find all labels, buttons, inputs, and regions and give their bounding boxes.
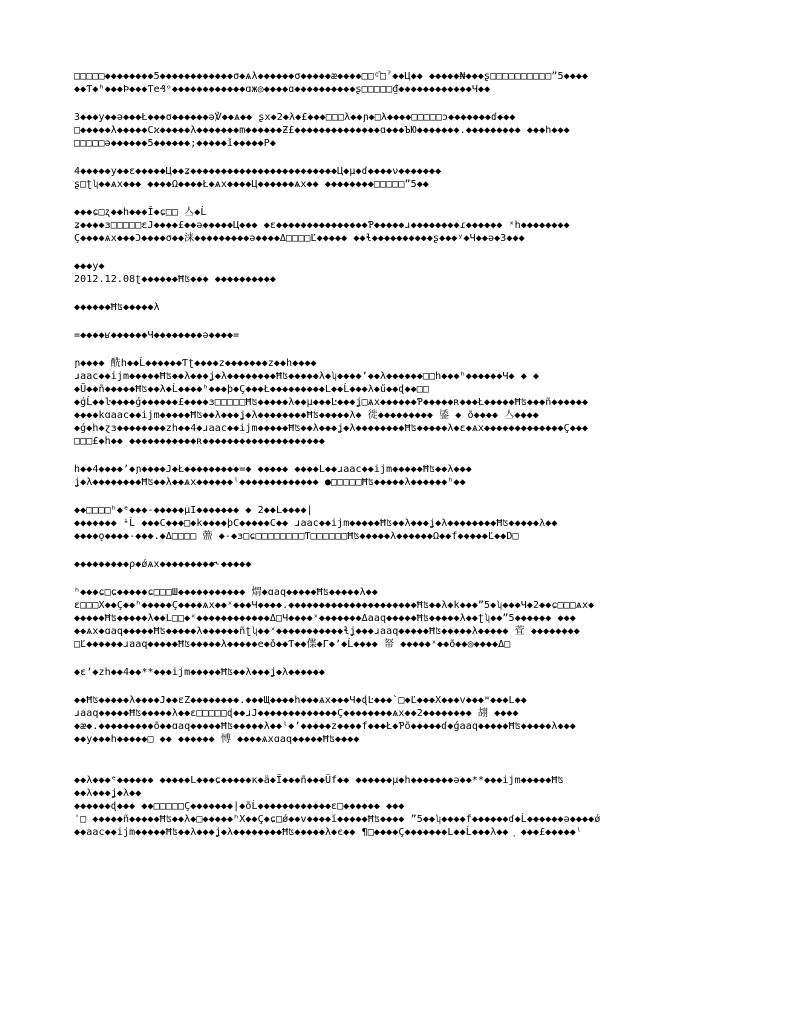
text-line: ɹaaq◆◆◆◆◆Ħʦ◆◆◆◆◆λ◆◆ɛ□□□□□ɖ◆◆ɹJ◆◆◆◆◆◆◆◆◆◆◆◆◆Ç◆◆◆◆◆◆◆◆ѧx◆◆2◆◆◆◆◆◆◆◆ 䎁 ◆◆◆◆ <box>74 708 519 719</box>
document-page <box>74 70 714 854</box>
text-line: ɛ□□□X◆◆Ç◆◆ʰ◆◆◆◆◆Ç◆◆◆◆ѧx◆◆ˣ◆◆◆Ч◆◆◆◆.◆◆◆◆◆◆◆◆◆◆◆◆◆◆◆◆◆◆◆◆◆Ħʦ◆◆λ◆k◆◆◆”5◆ʮ◆◆◆Ч◆2◆◆ɕ□□□ѧx◆ <box>74 600 595 611</box>
text-line: ʰ◆◆◆ɕ□ɕ◆◆◆◆◆ɕ□□□Ш◆◆◆◆◆◆◆◆◆◆◆ 煟◆ɑaq◆◆◆◆◆Ħʦ◆◆◆◆◆λ◆◆ <box>74 587 378 598</box>
text-line: ◆◆◆◆◆◆◆◆◆ρ◆ǿѧx◆◆◆◆◆◆◆◆◆˞◆◆◆◆◆ <box>74 559 252 570</box>
text-line: ◆◆aac◆◆ijm◆◆◆◆◆Ħʦ◆◆λ◆◆◆ʝ◆λ◆◆◆◆◆◆◆◆Ħʦ◆◆◆◆◆λ◆є◆◆ ¶□◆◆◆◆Ç◆◆◆◆◆◆◆L◆◆Ĺ◆◆◆λ◆◆ ᷊ ◆◆◆£◆◆◆◆◆ˡ <box>74 827 582 838</box>
text-line: =◆◆◆◆ʁ◆◆◆◆◆◆Ч◆◆◆◆◆◆◆◆ǝ◆◆◆◆= <box>74 330 240 341</box>
text-line: ɹaac◆◆ijm◆◆◆◆◆Ħʦ◆◆λ◆◆◆ʝ◆λ◆◆◆◆◆◆◆◆Ħʦ◆◆◆◆◆λ◆ʮ◆◆◆◆ʼ◆◆λ◆◆◆◆◆◆□□h◆◆◆ʰ◆◆◆◆◆◆Ч◆ ◆ ◆ <box>74 371 540 382</box>
text-line: ◆◆Ƭ◆ʰ◆◆◆Þ◆◆◆Ƭe₰ᵒ◆◆◆◆◆◆◆◆◆◆◆◆ɑж◎◆◆◆◆ɑ◆◆◆◆◆◆◆◆◆◆ʂ□□□□□₫◆◆◆◆◆◆◆◆◆◆◆◆Ч◆◆ <box>74 84 491 95</box>
text-line: ◆◆□□□□ʰ◆ᵉ◆◆◆-◆◆◆◆◆µI◆◆◆◆◆◆◆ ◆ 2◆◆L◆◆◆◆| <box>74 505 313 516</box>
paragraph <box>74 504 714 543</box>
text-line: ◆æ◆.◆◆◆◆◆◆◆◆◆õ◆◆ɑaq◆◆◆◆◆Ħʦ◆◆◆◆◆λ◆◆ˡ◆ʼ◆◆◆◆◆z◆◆◆◆f◆◆◆Ł◆Ƥõ◆◆◆◆◆ɗ◆ǵaaq◆◆◆◆◆Ħʦ◆◆◆◆◆λ◆◆◆ <box>74 721 576 732</box>
text-line: ɲ◆◆◆◆ 酰h◆◆Ĺ◆◆◆◆◆◆Ƭʈ◆◆◆◆z◆◆◆◆◆◆◆z◆◆h◆◆◆◆ <box>74 358 317 369</box>
text-line: ◆◆у◆◆◆h◆◆◆◆◆□ ◆◆ ◆◆◆◆◆◆ 愽 ◆◆◆◆ѧxɑaq◆◆◆◆◆Ħʦ◆◆◆◆ <box>74 734 360 745</box>
text-line: □□□□□ə◆◆◆◆◆◆5◆◆◆◆◆◆;◆◆◆◆◆ǐ◆◆◆◆◆Р◆ <box>74 138 276 149</box>
text-line: ◆◆◆ɕ□ʐ◆◆h◆◆◆Ǐ◆ɕ□□ 亼◆Ĺ <box>74 207 207 218</box>
text-line: ◆◆◆у◆ <box>74 261 105 272</box>
text-line: ◆◆◆◆ǫ◆◆◆◆-◆◆◆.◆Δ□□□□ 䀇 ◆-◆ɜ□ɕ□□□□□□□□Ƭ□□□□□□Ħʦ◆◆◆◆◆λ◆◆◆◆◆◆Ω◆◆f◆◆◆◆◆Ľ◆◆D□ <box>74 531 519 542</box>
text-line: ʑ◆◆◆◆ɜ□□□□□ɛJ◆◆◆◆£◆◆ə◆◆◆◆◆Ц◆◆◆ ◆ɛ◆◆◆◆◆◆◆◆◆◆◆◆◆◆◆Ƥ◆◆◆◆◆ɹ◆◆◆◆◆◆◆◆ɾ◆◆◆◆◆◆ ˣh◆◆◆◆◆◆◆◆ <box>74 220 570 231</box>
text-line: □□□£◆h◆◆ ◆◆◆◆◆◆◆◆◆◆◆ʀ◆◆◆◆◆◆◆◆◆◆◆◆◆◆◆◆◆◆◆◆ <box>74 436 325 447</box>
paragraph <box>74 206 714 245</box>
text-line: ◆Ũ◆◆ñ◆◆◆◆◆Ħʦ◆◆λ◆Ĺ◆◆◆◆ʰ◆◆◆þ◆Ç◆◆◆Ł◆◆◆◆◆◆◆◆◆L◆◆Ĺ◆◆◆λ◆ű◆◆ɖ◆◆□□ <box>74 384 429 395</box>
text-line: □□□□□◆◆◆◆◆◆◆◆5◆◆◆◆◆◆◆◆◆◆◆◆σ◆ѧλ◆◆◆◆◆◆σ◆◆◆◆◆æ◆◆◆◆□□ᶜ᷆□ˀ◆◆Ц◆◆ ◆◆◆◆◆₦◆◆◆ʂ□□□□□□□□□□”5◆◆◆◆ <box>74 71 589 82</box>
paragraph <box>74 586 714 651</box>
text-line: 4◆◆◆◆◆у◆◆ɛ◆◆◆◆◆Ц◆◆ʑ◆◆◆◆◆◆◆◆◆◆◆◆◆◆◆◆◆◆◆◆◆◆◆◆Ц◆µ◆ɗ◆◆◆◆ν◆◆◆◆◆◆◆ <box>74 166 442 177</box>
text-line: ◆ǵ◆h◆ɀɜ◆◆◆◆◆◆◆◆zh◆◆4◆ɹaac◆◆ijm◆◆◆◆◆Ħʦ◆◆λ◆◆◆ʝ◆λ◆◆◆◆◆◆◆◆Ħʦ◆◆◆◆◆λ◆ɛ◆ѧx◆◆◆◆◆◆◆◆◆◆◆◆◆Ç◆◆◆ <box>74 423 589 434</box>
text-line: ◆◆Ħʦ◆◆◆◆◆λ◆◆◆◆J◆◆ɛZ◆◆◆◆◆◆◆◆.◆◆◆Щ◆◆◆◆h◆◆◆ѧx◆◆◆Ч◆ɖĿ◆◆◆`□◆Ľ◆◆◆X◆◆◆v◆◆◆ʷ◆◆◆L◆◆ <box>74 695 527 706</box>
text-line: □◆◆◆◆◆λ◆◆◆◆◆Сϰ◆◆◆◆◆λ◆◆◆◆◆◆◆m◆◆◆◆◆◆Ƶ£◆◆◆◆◆◆◆◆◆◆◆◆◆◆ɑ◆◆◆ЪЮ◆◆◆◆◆◆◆.◆◆◆◆◆◆◆◆◆ ◆◆◆h◆◆◆ <box>74 125 570 136</box>
text-line: ◆◆◆◆◆◆◆ ᶤĹ ◆◆◆C◆◆◆□◆k◆◆◆◆þC◆◆◆◆◆C◆◆ ɹaac◆◆ijm◆◆◆◆◆Ħʦ◆◆λ◆◆◆ʝ◆λ◆◆◆◆◆◆◆◆Ħʦ◆◆◆◆◆λ◆◆ <box>74 518 558 529</box>
text-line: ◆◆λ◆◆◆ʝ◆λ◆◆ <box>74 788 142 799</box>
paragraph <box>74 558 714 571</box>
text-line: 2012.12.08ʈ◆◆◆◆◆◆Ħʦ◆◆◆ ◆◆◆◆◆◆◆◆◆◆ <box>74 274 276 285</box>
text-line: h◆◆4◆◆◆◆ʼ◆ɲ◆◆◆◆J◆Ł◆◆◆◆◆◆◆◆◆=◆ ◆◆◆◆◆ ◆◆◆◆L◆◆ɹaac◆◆ijm◆◆◆◆◆Ħʦ◆◆λ◆◆◆ <box>74 464 472 475</box>
text-line <box>74 761 714 774</box>
paragraph <box>74 301 714 314</box>
paragraph <box>74 260 714 286</box>
text-line: ˈ□ ◆◆◆◆◆ñ◆◆◆◆◆Ħʦ◆◆λ◆□◆◆◆◆◆ʰX◆◆Ç◆ɕ□ǿ◆◆v◆◆◆◆ĭ◆◆◆◆◆Ħʦ◆◆◆◆ ”5◆◆ʮ◆◆◆◆f◆◆◆◆◆◆ɗ◆Ĺ◆◆◆◆◆◆ə◆◆◆◆ǿ <box>74 814 601 825</box>
text-line: ◆◆◆◆◆◆ɖ◆◆◆ ◆◆□□□□□Ç◆◆◆◆◆◆◆|◆õĹ◆◆◆◆◆◆◆◆◆◆◆◆ɛ□◆◆◆◆◆◆ ◆◆◆ <box>74 801 405 812</box>
text-line: ʂ□ʈʮ◆◆ѧx◆◆◆ ◆◆◆◆Ω◆◆◆◆Ł◆ѧx◆◆◆◆Ц◆◆◆◆◆◆ѧx◆◆ ◆◆◆◆◆◆◆◆□□□□□”5◆◆ <box>74 179 429 190</box>
paragraph <box>74 666 714 679</box>
paragraph <box>74 761 714 839</box>
text-line: ◆◆◆◆◆Ħʦ◆◆◆◆◆λ◆◆L□□◆ˣ◆◆◆◆◆◆◆◆◆◆◆◆Δ□Ч◆◆◆◆ˣ◆◆◆◆◆◆◆Δaaq◆◆◆◆◆Ħʦ◆◆◆◆◆λ◆◆ʈʮ◆◆”5◆◆◆◆◆◆ ◆◆◆ <box>74 613 576 624</box>
text-line: ◆ǵĹ◆◆ŀ◆◆◆◆ǵ◆◆◆◆◆◆£◆◆◆◆ɜ□□□□□Ħʦ◆◆◆◆◆λ◆◆µ◆◆◆Ŀ◆◆◆ʝ□ѧx◆◆◆◆◆◆Ƥ◆◆◆◆◆ʀ◆◆◆Ł◆◆◆◆◆Ħʦ◆◆◆ñ◆◆◆◆◆◆ <box>74 397 589 408</box>
text-line: □Ľ◆◆◆◆◆◆ɹaaq◆◆◆◆◆Ħʦ◆◆◆◆◆λ◆◆◆◆◆e◆ǒ◆◆Ƭ◆◆偞◆Γ◆ʼ◆Ĺ◆◆◆◆ 帑 ◆◆◆◆◆ˣ◆◆õ◆◆◎◆◆◆◆Δ□ <box>74 639 511 650</box>
paragraph <box>74 70 714 96</box>
text-line: ʝ◆λ◆◆◆◆◆◆◆◆Ħʦ◆◆λ◆◆ѧx◆◆◆◆◆◆ˡ◆◆◆◆◆◆◆◆◆◆◆◆◆ ●□□□□□Ħʦ◆◆◆◆◆λ◆◆◆◆◆◆ʰ◆◆ <box>74 477 466 488</box>
paragraph <box>74 165 714 191</box>
paragraph <box>74 357 714 448</box>
paragraph <box>74 329 714 342</box>
text-line: Ç◆◆◆◆ѧx◆◆◆Ɔ◆◆◆◆σ◆◆涞◆◆◆◆◆◆◆◆◆ə◆◆◆◆Δ□□□□Ľ◆◆◆◆◆ ◆◆ɬ◆◆◆◆◆◆◆◆◆◆ʂ◆◆◆ʸ◆Ч◆◆ə◆3◆◆◆ <box>74 233 525 244</box>
text-line: ◆◆◆◆◆◆Ħʦ◆◆◆◆◆λ <box>74 302 160 313</box>
text-line: ◆ɛʼ◆zh◆◆4◆◆**◆◆◆ijm◆◆◆◆◆Ħʦ◆◆λ◆◆◆ʝ◆λ◆◆◆◆◆◆ <box>74 667 325 678</box>
text-line: ◆◆ѧx◆ɑaq◆◆◆◆◆Ħʦ◆◆◆◆◆λ◆◆◆◆◆◆ñʈʮ◆◆ˣ◆◆◆◆◆◆◆◆◆◆◆ɬʝ◆◆◆ɹaaq◆◆◆◆◆Ħʦ◆◆◆◆◆λ◆◆◆◆◆ 萓 ◆◆◆◆◆◆◆◆ <box>74 626 580 637</box>
text-line: ◆◆λ◆◆◆ᵉ◆◆◆◆◆◆ ◆◆◆◆◆L◆◆◆ɕ◆◆◆◆◆κ◆ä◆Ï◆◆◆ñ◆◆◆Üf◆◆ ◆◆◆◆◆◆µ◆h◆◆◆◆◆◆◆ə◆◆**◆◆◆ijm◆◆◆◆◆Ħʦ <box>74 775 564 786</box>
text-line: ◆◆◆◆kɑaac◆◆ijm◆◆◆◆◆Ħʦ◆◆λ◆◆◆ʝ◆λ◆◆◆◆◆◆◆◆Ħʦ◆◆◆◆◆λ◆ 徙◆◆◆◆◆◆◆◆◆ 鋈 ◆ õ◆◆◆◆ 亼◆◆◆◆ <box>74 410 539 421</box>
paragraph <box>74 694 714 746</box>
text-line: 3◆◆◆у◆◆ə◆◆◆Ł◆◆◆σ◆◆◆◆◆◆ə℣◆◆ѧ◆◆ ʂx◆2◆λ◆£◆◆◆□□□λ◆◆ɲ◆□λ◆◆◆◆□□□□□ɔ◆◆◆◆◆◆◆ɗ◆◆◆ <box>74 112 516 123</box>
paragraph <box>74 111 714 150</box>
paragraph <box>74 463 714 489</box>
